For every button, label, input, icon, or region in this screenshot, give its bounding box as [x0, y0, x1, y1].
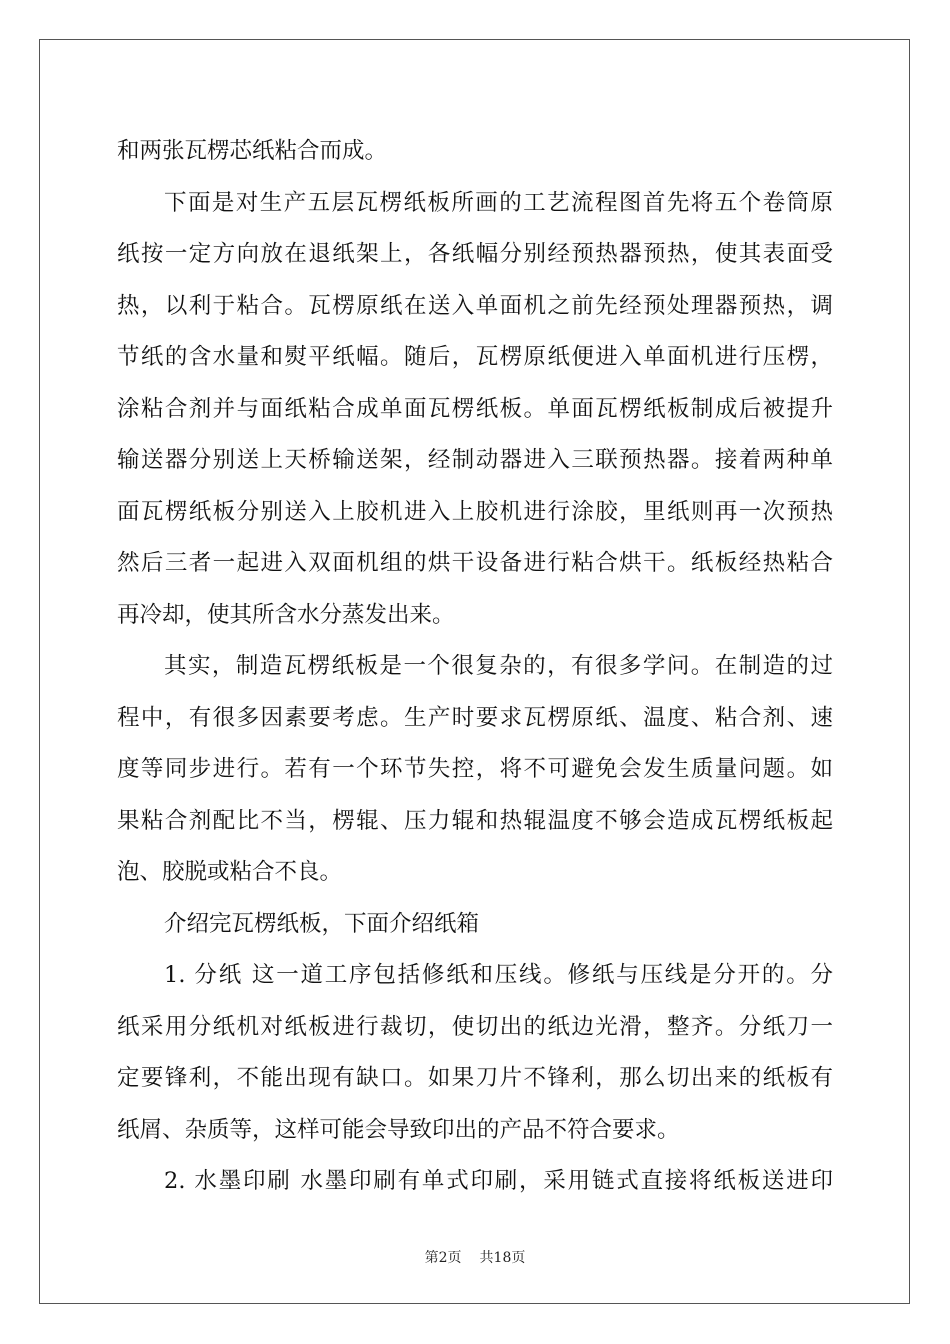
page-footer [0, 1247, 950, 1267]
text-line: 其实，制造瓦楞纸板是一个很复杂的，有很多学问。在制造的过 [164, 653, 833, 679]
text-line: 下面是对生产五层瓦楞纸板所画的工艺流程图首先将五个卷筒原 [164, 189, 833, 216]
text-line: 1. 分纸 这一道工序包括修纸和压线。修纸与压线是分开的。分 [164, 962, 833, 988]
text-line: 再冷却，使其所含水分蒸发出来。 [117, 601, 455, 628]
text-line: 面瓦楞纸板分别送入上胶机进入上胶机进行涂胶，里纸则再一次预热 [117, 498, 833, 525]
text-line: 度等同步进行。若有一个环节失控，将不可避免会发生质量问题。如 [117, 756, 833, 782]
text-line: 定要锋利，不能出现有缺口。如果刀片不锋利，那么切出来的纸板有 [117, 1065, 833, 1091]
document-body [117, 126, 833, 1208]
text-line: 程中，有很多因素要考虑。生产时要求瓦楞原纸、温度、粘合剂、速 [117, 704, 833, 731]
text-line: 热，以利于粘合。瓦楞原纸在送入单面机之前先经预处理器预热，调 [117, 292, 833, 319]
text-line: 2. 水墨印刷 水墨印刷有单式印刷，采用链式直接将纸板送进印 [164, 1168, 833, 1194]
text-line: 然后三者一起进入双面机组的烘干设备进行粘合烘干。纸板经热粘合 [117, 550, 833, 576]
text-line: 涂粘合剂并与面纸粘合成单面瓦楞纸板。单面瓦楞纸板制成后被提升 [117, 395, 833, 422]
text-line: 介绍完瓦楞纸板，下面介绍纸箱 [164, 910, 480, 937]
page-number: 第2页 [424, 1250, 462, 1266]
text-line: 泡、胶脱或粘合不良。 [117, 859, 343, 885]
text-line: 纸采用分纸机对纸板进行裁切，使切出的纸边光滑，整齐。分纸刀一 [117, 1013, 833, 1040]
text-line: 纸按一定方向放在退纸架上，各纸幅分别经预热器预热，使其表面受 [117, 241, 833, 267]
text-line: 输送器分别送上天桥输送架，经制动器进入三联预热器。接着两种单 [117, 447, 833, 473]
text-line: 纸屑、杂质等，这样可能会导致印出的产品不符合要求。 [117, 1116, 680, 1143]
text-line: 节纸的含水量和熨平纸幅。随后，瓦楞原纸便进入单面机进行压楞， [117, 344, 833, 370]
text-line: 果粘合剂配比不当，楞辊、压力辊和热辊温度不够会造成瓦楞纸板起 [117, 807, 833, 834]
text-line: 和两张瓦楞芯纸粘合而成。 [117, 138, 388, 164]
page-total: 共18页 [479, 1250, 526, 1266]
